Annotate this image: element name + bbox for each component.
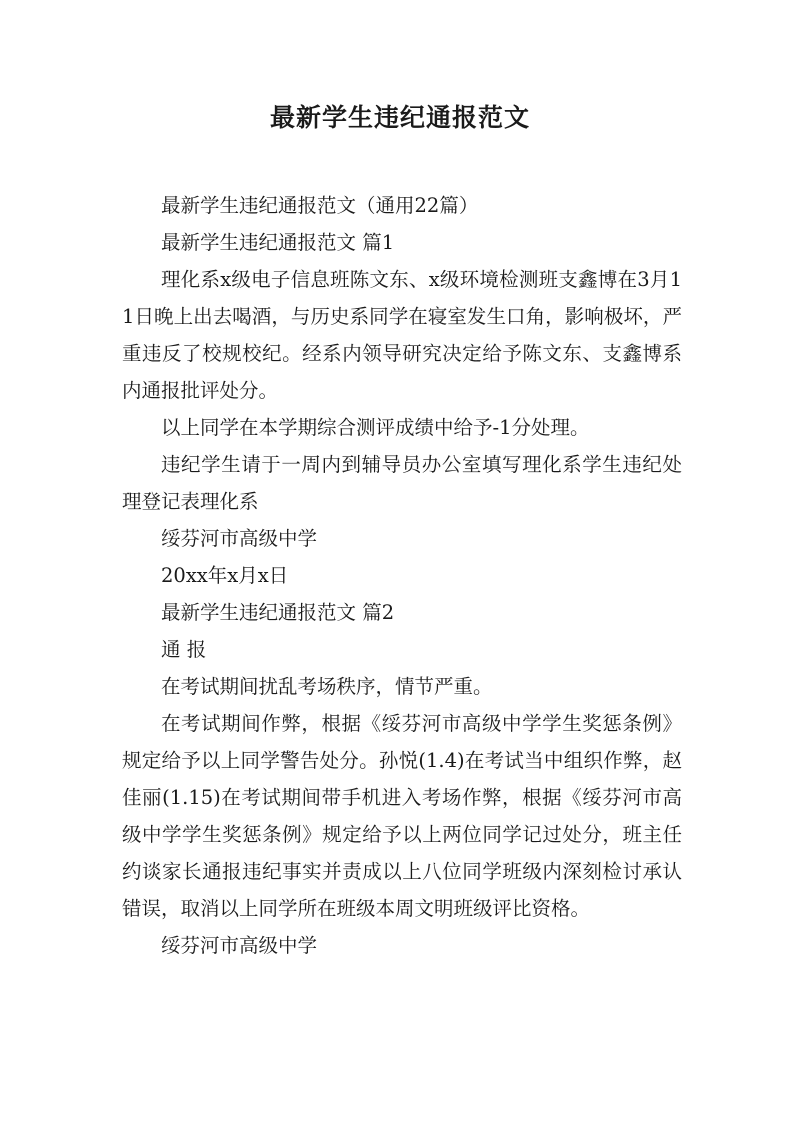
paragraph-section-1-heading: 最新学生违纪通报范文 篇1 (161, 231, 395, 254)
paragraph-section-2-heading: 最新学生违纪通报范文 篇2 (161, 601, 395, 624)
paragraph-school-name: 绥芬河市高级中学 (161, 527, 318, 550)
paragraph-instruction: 违纪学生请于一周内到辅导员办公室填写理化系学生违纪处理登记表理化系 (122, 453, 682, 513)
paragraph-penalty: 以上同学在本学期综合测评成绩中给予-1分处理。 (161, 416, 590, 439)
paragraph-exam-disorder: 在考试期间扰乱考场秩序，情节严重。 (161, 675, 493, 698)
paragraph-notice-heading: 通 报 (161, 638, 207, 661)
paragraph-subtitle: 最新学生违纪通报范文（通用22篇） (161, 194, 479, 217)
document-title: 最新学生违纪通报范文 (269, 103, 530, 132)
paragraph-notice-1: 理化系x级电子信息班陈文东、x级环境检测班支鑫博在3月11日晚上出去喝酒，与历史系同学在寝室发生口角，影响极坏，严重违反了校规校纪。经系内领导研究决定给予陈文东、支鑫博系内通报批评处分。 (122, 268, 682, 402)
paragraph-date: 20xx年x月x日 (161, 564, 289, 587)
document-body (122, 187, 682, 964)
paragraph-school-name-2: 绥芬河市高级中学 (161, 934, 318, 957)
paragraph-exam-cheating: 在考试期间作弊，根据《绥芬河市高级中学学生奖惩条例》规定给予以上同学警告处分。孙悦(1.4)在考试当中组织作弊，赵佳丽(1.15)在考试期间带手机进入考场作弊，根据《绥芬河市高级中学学生奖惩条例》规定给予以上两位同学记过处分，班主任约谈家长通报违纪事实并责成以上八位同学班级内深刻检讨承认错误，取消以上同学所在班级本周文明班级评比资格。 (122, 712, 682, 920)
